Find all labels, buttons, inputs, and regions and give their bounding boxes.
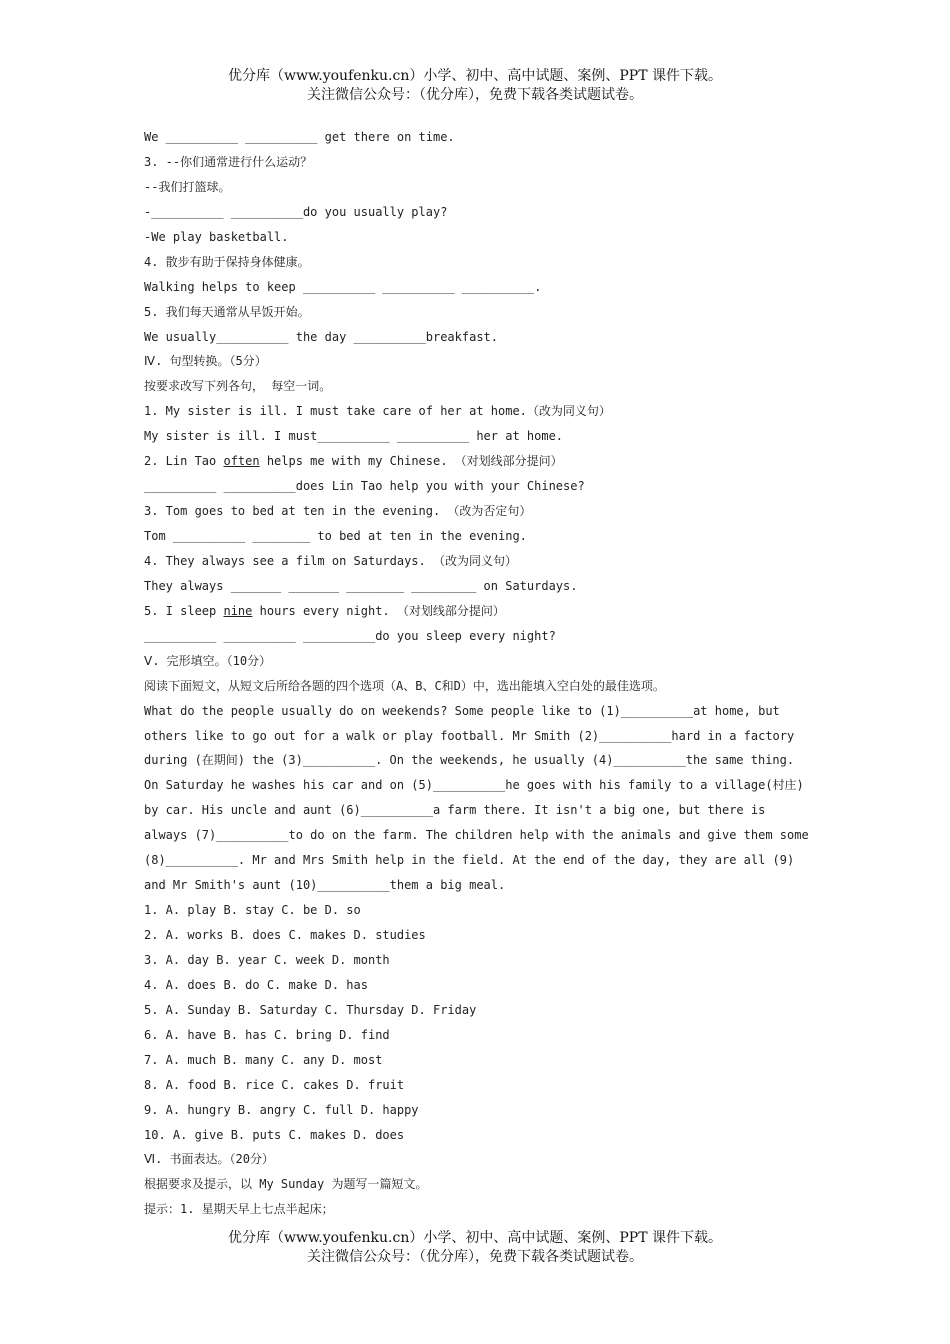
page-footer [0,1229,950,1267]
option-line: 8. A. food B. rice C. cakes D. fruit [144,1077,405,1092]
passage-line: others like to go out for a walk or play football. Mr Smith (2)__________hard in a factory [144,728,795,743]
passage-line: by car. His uncle and aunt (6)__________a farm there. It isn't a big one, but there is [144,803,766,818]
instruction-line: 根据要求及提示，以 My Sunday 为题写一篇短文。 [144,1177,428,1192]
footer-line-1: 优分库（www.youfenku.cn）小学、初中、高中试题、案例、PPT 课件下载。 [227,1230,722,1246]
option-line: 10. A. give B. puts C. makes D. does [144,1127,405,1142]
document-body [144,125,824,1222]
text-segment: 5. I sleep [144,603,224,618]
option-line: 5. A. Sunday B. Saturday C. Thursday D. Friday [144,1002,477,1017]
text-line: We __________ __________ get there on time. [144,130,455,144]
passage-line: during (在期间) the (3)__________. On the weekends, he usually (4)__________the same thing. [144,753,795,768]
option-line: 1. A. play B. stay C. be D. so [144,903,361,918]
text-segment: helps me with my Chinese. （对划线部分提问） [259,454,563,469]
option-line: 7. A. much B. many C. any D. most [144,1052,383,1067]
section-heading: Ⅳ. 句型转换。（5分） [144,354,267,369]
underlined-word: nine [223,603,253,618]
page-header [0,67,950,105]
text-line: --我们打篮球。 [144,179,231,194]
text-line: Walking helps to keep __________ __________ __________. [144,279,542,294]
option-line: 9. A. hungry B. angry C. full D. happy [144,1102,419,1117]
text-line: 3. Tom goes to bed at ten in the evening. （改为否定句） [144,504,532,519]
text-line [144,449,824,474]
text-line: -We play basketball. [144,229,289,244]
text-line: 4. They always see a film on Saturdays. （改为同义句） [144,553,517,568]
option-line: 4. A. does B. do C. make D. has [144,977,368,992]
section-heading: Ⅴ. 完形填空。（10分） [144,653,272,668]
option-line: 6. A. have B. has C. bring D. find [144,1027,390,1042]
underlined-word: often [223,454,260,469]
text-line: __________ __________ __________do you sleep every night? [144,628,556,643]
text-line [144,599,824,624]
text-line: -__________ __________do you usually play? [144,204,448,219]
text-line: 4. 散步有助于保持身体健康。 [144,254,310,269]
passage-line: On Saturday he washes his car and on (5)__________he goes with his family to a village(村庄) [144,778,804,793]
footer-line-2: 关注微信公众号：（优分库），免费下载各类试题试卷。 [307,1249,643,1265]
passage-line: (8)__________. Mr and Mrs Smith help in the field. At the end of the day, they are all (9) [144,853,795,868]
text-line: Tom __________ ________ to bed at ten in the evening. [144,529,527,543]
passage-line: always (7)__________to do on the farm. The children help with the animals and give them some [144,828,809,843]
text-line: __________ __________does Lin Tao help you with your Chinese? [144,479,585,494]
text-line: 3. --你们通常进行什么运动？ [144,154,313,169]
passage-line: and Mr Smith's aunt (10)__________them a big meal. [144,878,506,893]
hint-line: 提示：1. 星期天早上七点半起床； [144,1202,334,1217]
text-line: 1. My sister is ill. I must take care of her at home.（改为同义句） [144,404,611,419]
text-line: My sister is ill. I must__________ __________ her at home. [144,429,564,444]
text-line: We usually__________ the day __________breakfast. [144,329,499,344]
option-line: 2. A. works B. does C. makes D. studies [144,928,426,942]
text-segment: 2. Lin Tao [144,454,224,469]
instruction-line: 阅读下面短文，从短文后所给各题的四个选项（A、B、C和D）中，选出能填入空白处的最佳选项。 [144,678,665,693]
text-line: They always _______ _______ ________ _________ on Saturdays. [144,578,578,593]
text-line: 5. 我们每天通常从早饭开始。 [144,304,310,319]
passage-line: What do the people usually do on weekends? Some people like to (1)__________at home, but [144,703,780,718]
header-line-1: 优分库（www.youfenku.cn）小学、初中、高中试题、案例、PPT 课件下载。 [227,68,722,84]
section-heading: Ⅵ. 书面表达。（20分） [144,1152,274,1167]
header-line-2: 关注微信公众号：（优分库），免费下载各类试题试卷。 [307,87,643,103]
option-line: 3. A. day B. year C. week D. month [144,952,390,967]
instruction-line: 按要求改写下列各句， 每空一词。 [144,379,332,394]
text-segment: hours every night. （对划线部分提问） [252,603,505,618]
